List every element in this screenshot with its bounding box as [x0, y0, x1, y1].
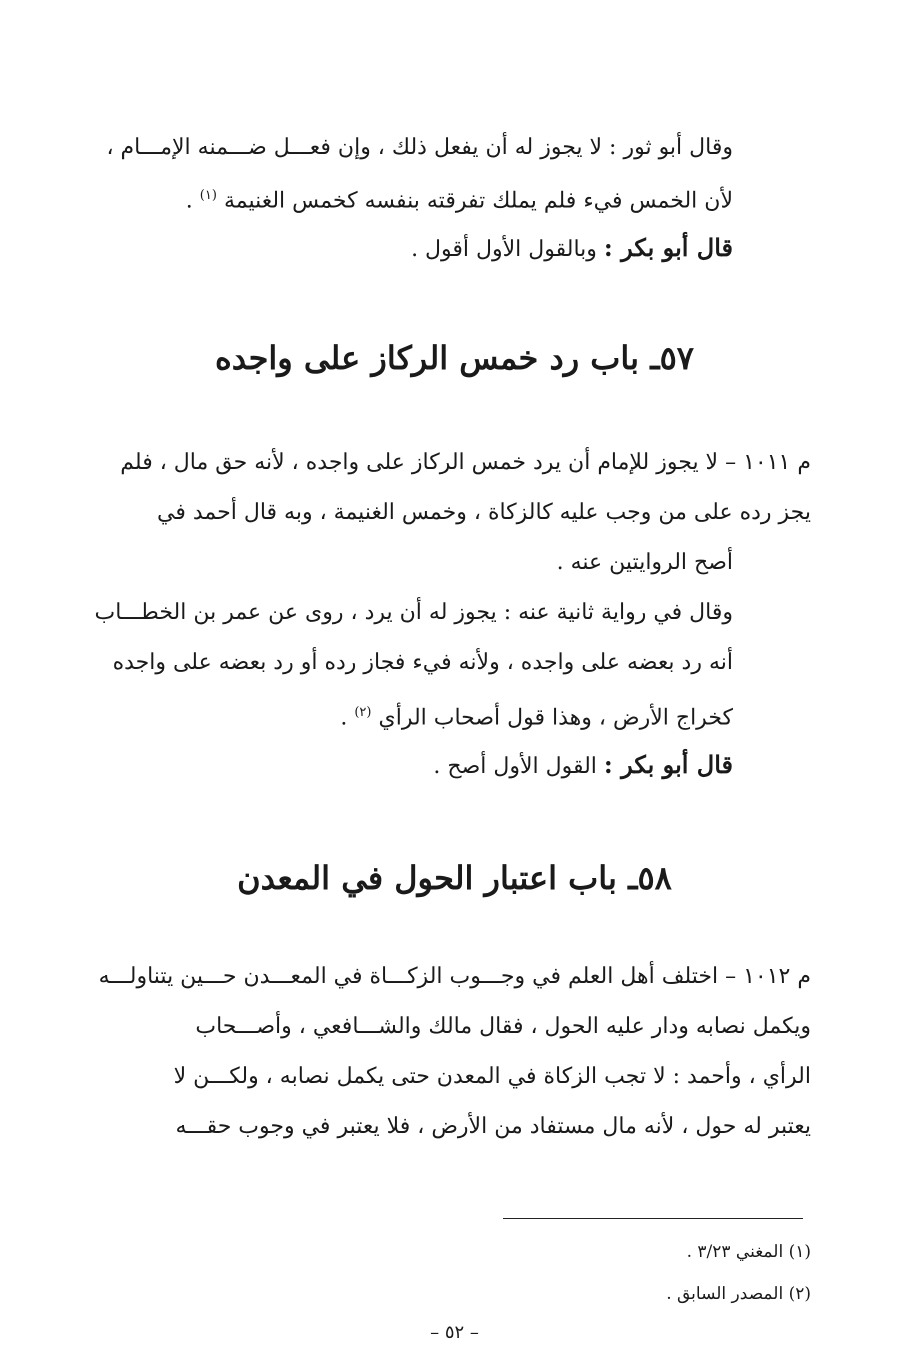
- abu-bakr-text: وبالقول الأول أقول .: [411, 237, 597, 262]
- footnote-2-text: المصدر السابق .: [666, 1284, 784, 1304]
- footnote-1-text: المغني ٣/٢٣ .: [686, 1242, 784, 1262]
- intro-line-1: وقال أبو ثور : لا يجوز له أن يفعل ذلك ، وإن فعـــل ضـــمنه الإمـــام ،: [106, 135, 733, 160]
- s57-para2-line-2: أنه رد بعضه على واجده ، ولأنه فيء فجاز رده أو رد بعضه على واجده: [112, 650, 733, 675]
- intro-line-2: [93, 181, 733, 216]
- abu-bakr-label: قال أبو بكر :: [603, 233, 733, 262]
- s58-para1-line-3: الرأي ، وأحمد : لا تجب الزكاة في المعدن حتى يكمل نصابه ، ولكـــن لا: [173, 1064, 811, 1089]
- s57-para2-line-1: وقال في رواية ثانية عنه : يجوز له أن يرد ، روى عن عمر بن الخطـــاب: [94, 600, 733, 625]
- s57-para1-line-2: يجز رده على من وجب عليه كالزكاة ، وخمس الغنيمة ، وبه قال أحمد في: [157, 500, 811, 525]
- footnote-ref-2: (٢): [354, 705, 372, 720]
- s58-para1-line-4: يعتبر له حول ، لأنه مال مستفاد من الأرض ، فلا يعتبر في وجوب حقـــه: [175, 1114, 811, 1139]
- footnote-2-number: (٢): [788, 1284, 811, 1304]
- s57-para2-line-3: [93, 698, 733, 733]
- abu-bakr-label: قال أبو بكر :: [603, 750, 733, 779]
- footnote-1: [411, 1240, 811, 1264]
- section-58-heading: ٥٨ـ باب اعتبار الحول في المعدن: [237, 859, 672, 897]
- page-number: – ٥٢ –: [430, 1322, 479, 1343]
- s57-para2-line-3-end: .: [340, 705, 348, 731]
- s57-para1-line-1: [91, 448, 811, 478]
- s57-abu-bakr: [93, 750, 733, 782]
- footnote-ref-1: (١): [199, 188, 217, 203]
- section-57-heading: ٥٧ـ باب رد خمس الركاز على واجده: [215, 339, 694, 377]
- s57-para1-line-3: أصح الروايتين عنه .: [556, 550, 733, 575]
- abu-bakr-text: القول الأول أصح .: [433, 754, 597, 779]
- s57-para1-number: م ١٠١١ –: [725, 450, 811, 475]
- footnote-2: [411, 1282, 811, 1306]
- intro-line-2-end: .: [185, 188, 193, 214]
- s58-para1-number: م ١٠١٢ –: [725, 964, 811, 989]
- s58-para1-line-1-text: اختلف أهل العلم في وجـــوب الزكـــاة في المعـــدن حـــين يتناولـــه: [98, 964, 719, 989]
- intro-line-2-text: لأن الخمس فيء فلم يملك تفرقته بنفسه كخمس الغنيمة: [223, 188, 733, 214]
- s57-para2-line-3-text: كخراج الأرض ، وهذا قول أصحاب الرأي: [378, 705, 733, 731]
- s57-para1-line-1-text: لا يجوز للإمام أن يرد خمس الركاز على واجده ، لأنه حق مال ، فلم: [120, 450, 719, 475]
- footnote-rule: [503, 1218, 803, 1219]
- footnote-1-number: (١): [788, 1242, 811, 1262]
- intro-abu-bakr: [93, 233, 733, 265]
- s58-para1-line-1: [91, 962, 811, 992]
- s58-para1-line-2: ويكمل نصابه ودار عليه الحول ، فقال مالك والشـــافعي ، وأصـــحاب: [195, 1014, 811, 1039]
